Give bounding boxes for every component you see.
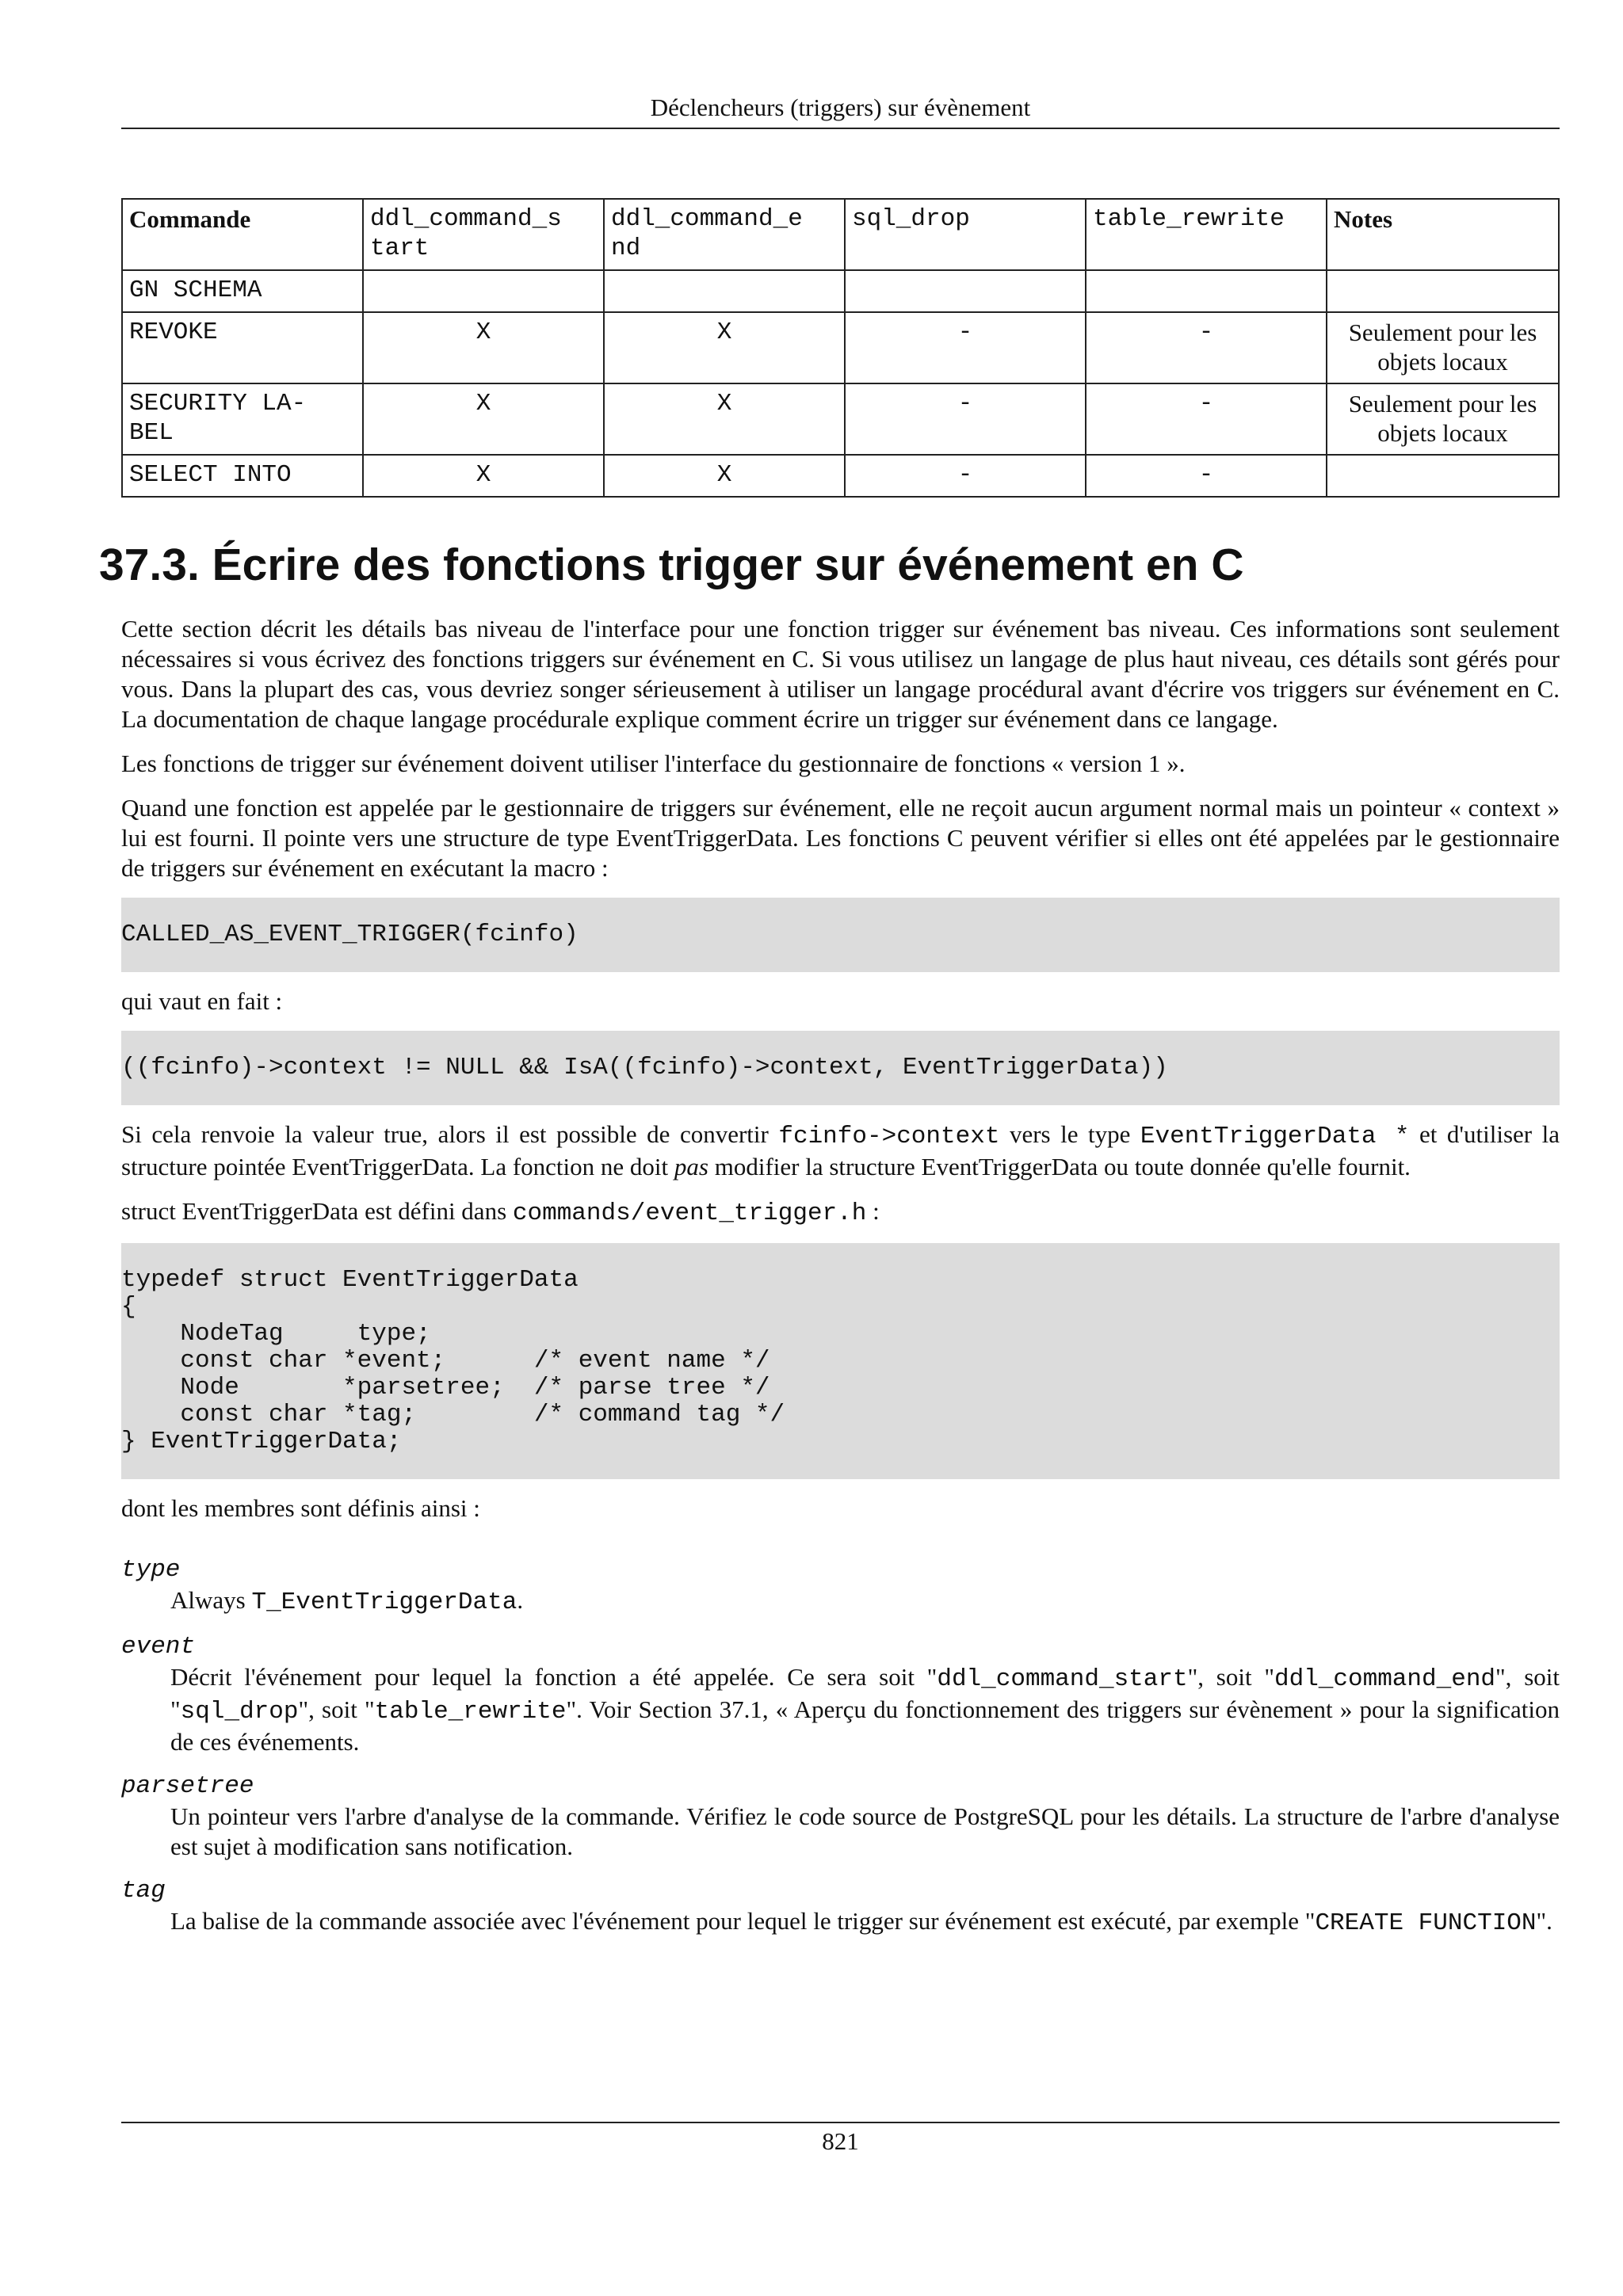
table-cell: - xyxy=(845,383,1086,455)
definition-term: event xyxy=(121,1633,196,1661)
section-title: 37.3. Écrire des fonctions trigger sur événement en C xyxy=(99,540,1244,590)
paragraph: Quand une fonction est appelée par le gestionnaire de triggers sur événement, elle ne reçoit aucun argument normal mais un pointeur « context » lui est fourni. Il pointe vers une structure de type EventTriggerData. Les fonctions C peuvent vérifier si elles ont été appelées par le gestionnaire de triggers sur événement en exécutant la macro : xyxy=(121,794,1560,882)
table-header-cell: ddl_command_s tart xyxy=(363,199,604,270)
table-header-cell: sql_drop xyxy=(845,199,1086,270)
table-row xyxy=(122,312,1559,383)
table-cell: - xyxy=(1086,312,1327,383)
table-cell xyxy=(604,270,845,312)
text-span: modifier la structure EventTriggerData ou toute donnée qu'elle fournit. xyxy=(708,1153,1411,1180)
code-block: typedef struct EventTriggerData { NodeTag type; const char *event; /* event name */ Node *parsetree; /* parse tree */ const char *tag; /* command tag */ } EventTriggerData; xyxy=(121,1243,1560,1479)
table-row xyxy=(122,455,1559,497)
section-body xyxy=(121,614,1560,1953)
inline-code: sql_drop xyxy=(180,1698,299,1726)
table-cell: Seulement pour les objets locaux xyxy=(1327,312,1559,383)
paragraph: qui vaut en fait : xyxy=(121,987,283,1015)
code-block: CALLED_AS_EVENT_TRIGGER(fcinfo) xyxy=(121,898,1560,972)
inline-code: ddl_command_end xyxy=(1274,1665,1496,1693)
member-definition-list xyxy=(121,1555,1560,1939)
text-span: struct EventTriggerData est défini dans xyxy=(121,1197,513,1225)
table-header-cell: ddl_command_e nd xyxy=(604,199,845,270)
definition-term: type xyxy=(121,1556,181,1584)
table-cell: - xyxy=(845,455,1086,497)
footer-rule xyxy=(121,2122,1560,2123)
table-cell: REVOKE xyxy=(122,312,363,383)
table-cell: X xyxy=(363,455,604,497)
header-rule xyxy=(121,128,1560,129)
running-header: Déclencheurs (triggers) sur évènement xyxy=(650,93,1031,121)
inline-code: CREATE FUNCTION xyxy=(1315,1909,1537,1937)
table-cell: X xyxy=(604,383,845,455)
page-number: 821 xyxy=(822,2127,859,2155)
table-cell: Seulement pour les objets locaux xyxy=(1327,383,1559,455)
text-span: Si cela renvoie la valeur true, alors il est possible de convertir xyxy=(121,1120,779,1148)
table-header-row xyxy=(122,199,1559,270)
table-cell xyxy=(1086,270,1327,312)
inline-code: commands/event_trigger.h xyxy=(512,1199,867,1227)
table-header-cell: Notes xyxy=(1327,199,1559,270)
paragraph xyxy=(121,1196,1560,1229)
definition-description: Un pointeur vers l'arbre d'analyse de la commande. Vérifiez le code source de PostgreSQL pour les détails. La structure de l'arbre d'analyse est sujet à modification sans notification. xyxy=(170,1802,1560,1860)
table-cell: - xyxy=(1086,455,1327,497)
paragraph xyxy=(121,1119,1560,1182)
table-cell xyxy=(363,270,604,312)
definition-term: tag xyxy=(121,1877,166,1905)
table-cell: - xyxy=(845,312,1086,383)
table-row xyxy=(122,383,1559,455)
definition-description: La balise de la commande associée avec l'événement pour lequel le trigger sur événement est exécuté, par exemple "CREATE FUNCTION". xyxy=(170,1907,1552,1937)
paragraph: Cette section décrit les détails bas niveau de l'interface pour une fonction trigger sur événement bas niveau. Ces informations sont seulement nécessaires si vous écrivez des fonctions triggers sur événement en C. Si vous utilisez un langage de plus haut niveau, ces détails sont gérés pour vous. Dans la plupart des cas, vous devriez songer sérieusement à utiliser un langage procédural avant d'écrire vos triggers sur événement en C. La documentation de chaque langage procédurale explique comment écrire un trigger sur événement dans ce langage. xyxy=(121,615,1560,733)
definition-description: Always T_EventTriggerData. xyxy=(170,1586,524,1616)
table-header-cell: Commande xyxy=(122,199,363,270)
table-cell xyxy=(1327,455,1559,497)
table-cell: - xyxy=(1086,383,1327,455)
table-header-cell: table_rewrite xyxy=(1086,199,1327,270)
text-span: vers le type xyxy=(999,1120,1140,1148)
code-block: ((fcinfo)->context != NULL && IsA((fcinfo)->context, EventTriggerData)) xyxy=(121,1031,1560,1105)
inline-code: table_rewrite xyxy=(374,1698,567,1726)
paragraph: Les fonctions de trigger sur événement doivent utiliser l'interface du gestionnaire de fonctions « version 1 ». xyxy=(121,749,1186,777)
paragraph: dont les membres sont définis ainsi : xyxy=(121,1494,480,1522)
table-cell: X xyxy=(363,312,604,383)
table-cell: GN SCHEMA xyxy=(122,270,363,312)
definition-description: Décrit l'événement pour lequel la fonction a été appelée. Ce sera soit "ddl_command_start", soit "ddl_command_end", soit "sql_drop", soit "table_rewrite". Voir Section 37.1, « Aperçu du fonctionnement des triggers sur évènement » pour la signification de ces événements. xyxy=(170,1663,1560,1756)
table-cell: X xyxy=(363,383,604,455)
table-cell xyxy=(845,270,1086,312)
text-span: : xyxy=(866,1197,880,1225)
table-cell: X xyxy=(604,455,845,497)
event-trigger-command-table xyxy=(121,198,1560,498)
table-cell: SECURITY LA- BEL xyxy=(122,383,363,455)
inline-code: ddl_command_start xyxy=(937,1665,1188,1693)
inline-code: T_EventTriggerData xyxy=(251,1589,517,1616)
text-span: et d'utiliser la structure pointée EventTriggerData. La fonction ne doit xyxy=(121,1120,1560,1180)
table-cell: X xyxy=(604,312,845,383)
table-cell: SELECT INTO xyxy=(122,455,363,497)
definition-term: parsetree xyxy=(121,1772,254,1800)
emphasis: pas xyxy=(674,1153,708,1180)
inline-code: fcinfo->context xyxy=(778,1123,1000,1150)
inline-code: EventTriggerData * xyxy=(1140,1123,1410,1150)
table-row xyxy=(122,270,1559,312)
table-cell xyxy=(1327,270,1559,312)
